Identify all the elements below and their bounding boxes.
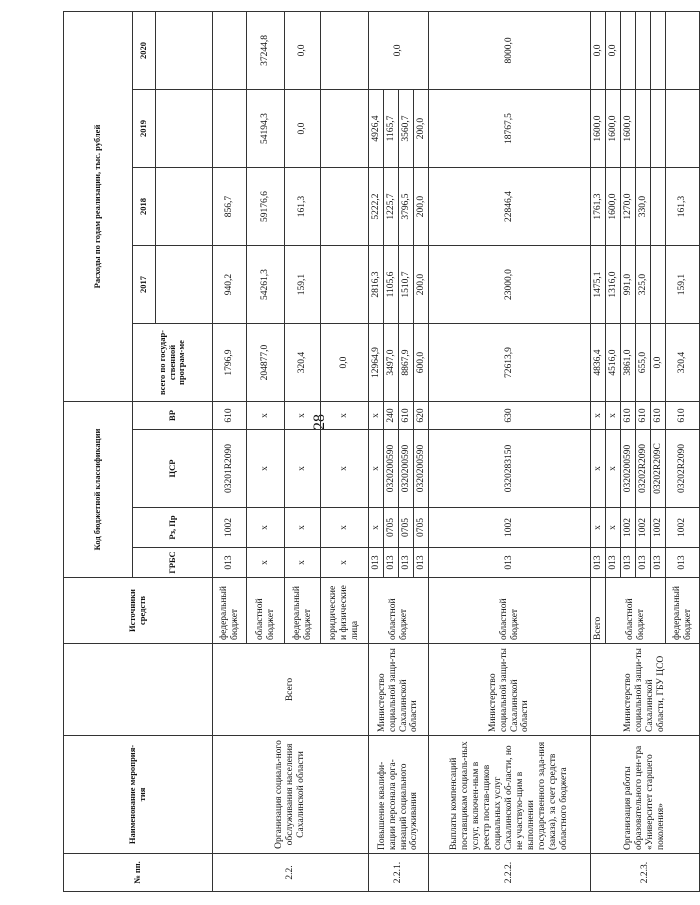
header-total: всего по государ-ственной програм-ме <box>133 324 213 402</box>
cell-2017: 200,0 <box>414 246 429 324</box>
cell-2020 <box>321 11 369 89</box>
cell-2019 <box>651 90 666 168</box>
cell-2020 <box>213 11 247 89</box>
cell-rzpr: 0705 <box>414 508 429 548</box>
cell-rzpr: 0705 <box>399 508 414 548</box>
executor: Всего <box>213 644 369 736</box>
source: федеральный бюджет <box>213 578 247 644</box>
cell-2018: 856,7 <box>213 168 247 246</box>
cell-grbs: х <box>247 548 285 578</box>
cell-2019 <box>321 90 369 168</box>
row-number: 2.2. <box>213 854 369 892</box>
cell-2018: 330,0 <box>636 168 651 246</box>
cell-rzpr: х <box>369 508 384 548</box>
activity-name: Выплаты компенсаций поставщикам социаль-ных услуг, включен-ным в реестр постав-щиков социальных услуг Сахалинской об-ласти, но не участвую-щим в выполнении государственного зада-ния (заказа), за счет средств областного бюджета <box>429 736 591 854</box>
cell-csr: х <box>606 430 621 508</box>
cell-csr: 0320200590 <box>384 430 399 508</box>
cell-grbs: 013 <box>636 548 651 578</box>
cell-2018: 5222,2 <box>369 168 384 246</box>
cell-2018: 200,0 <box>414 168 429 246</box>
cell-2019: 18767,5 <box>429 90 591 168</box>
cell-total: 4836,4 <box>591 324 606 402</box>
cell-total: 320,4 <box>666 324 700 402</box>
rotated-table-wrapper <box>63 12 693 892</box>
cell-vr: 620 <box>414 402 429 430</box>
cell-total: 204877,0 <box>247 324 285 402</box>
cell-grbs: 013 <box>621 548 636 578</box>
cell-2017: 23000,0 <box>429 246 591 324</box>
row-number: 2.2.3. <box>591 854 700 892</box>
cell-2017: 1510,7 <box>399 246 414 324</box>
cell-2017: 1316,0 <box>606 246 621 324</box>
cell-2017: 1105,6 <box>384 246 399 324</box>
cell-2017: 940,2 <box>213 246 247 324</box>
cell-vr: 630 <box>429 402 591 430</box>
cell-vr: 610 <box>399 402 414 430</box>
cell-total: 72613,9 <box>429 324 591 402</box>
cell-rzpr: 1002 <box>651 508 666 548</box>
cell-total: 1796,9 <box>213 324 247 402</box>
cell-csr: 03202R2090 <box>666 430 700 508</box>
cell-csr: х <box>285 430 321 508</box>
cell-2020: 0,0 <box>606 11 621 89</box>
cell-total: 320,4 <box>285 324 321 402</box>
cell-csr: 03201R2090 <box>213 430 247 508</box>
cell-csr: 03202R2090 <box>636 430 651 508</box>
header-spacer <box>156 11 213 89</box>
header-vr: ВР <box>133 402 213 430</box>
source: юридические и физические лица <box>321 578 369 644</box>
cell-grbs: 013 <box>666 548 700 578</box>
header-year-2017: 2017 <box>133 246 156 324</box>
cell-2020 <box>651 11 666 89</box>
cell-rzpr: х <box>285 508 321 548</box>
cell-2018 <box>321 168 369 246</box>
cell-2019 <box>213 90 247 168</box>
executor: Министерство социальной защи-ты Сахалинской области, ГБУ ЦСО <box>591 644 700 736</box>
cell-2019 <box>666 90 700 168</box>
header-grbs: ГРБС <box>133 548 213 578</box>
cell-2019: 0,0 <box>285 90 321 168</box>
cell-total: 3497,0 <box>384 324 399 402</box>
cell-2019: 1600,0 <box>621 90 636 168</box>
cell-2018: 1270,0 <box>621 168 636 246</box>
cell-csr: 0320200590 <box>399 430 414 508</box>
source: областной бюджет <box>606 578 666 644</box>
source: федеральный бюджет <box>285 578 321 644</box>
cell-2018: 161,3 <box>666 168 700 246</box>
cell-2019 <box>636 90 651 168</box>
table-row <box>369 11 384 891</box>
cell-2018: 161,3 <box>285 168 321 246</box>
cell-total: 0,0 <box>321 324 369 402</box>
cell-2017: 159,1 <box>666 246 700 324</box>
source: областной бюджет <box>247 578 285 644</box>
cell-grbs: 013 <box>369 548 384 578</box>
header-year-2019: 2019 <box>133 90 156 168</box>
cell-vr: х <box>321 402 369 430</box>
cell-2020 <box>666 11 700 89</box>
cell-total: 0,0 <box>651 324 666 402</box>
cell-2018: 1761,3 <box>591 168 606 246</box>
cell-2019: 1600,0 <box>591 90 606 168</box>
source: областной бюджет <box>369 578 429 644</box>
cell-rzpr: 1002 <box>666 508 700 548</box>
cell-2017: 1475,1 <box>591 246 606 324</box>
source: областной бюджет <box>429 578 591 644</box>
table-row <box>591 11 606 891</box>
cell-grbs: х <box>321 548 369 578</box>
cell-2018: 1225,7 <box>384 168 399 246</box>
cell-vr: 610 <box>666 402 700 430</box>
cell-csr: х <box>247 430 285 508</box>
cell-2017: 325,0 <box>636 246 651 324</box>
cell-csr: х <box>321 430 369 508</box>
activity-name: Организация социаль-ного обслуживания населения Сахалинской области <box>213 736 369 854</box>
cell-vr: х <box>606 402 621 430</box>
cell-2018: 59176,6 <box>247 168 285 246</box>
activity-name: Организация работы образовательного цен-тра «Университет старшего поколения» <box>591 736 700 854</box>
cell-total: 8867,9 <box>399 324 414 402</box>
header-budget-classification: Код бюджетной классификации <box>64 402 133 578</box>
cell-2017: 2816,3 <box>369 246 384 324</box>
activity-name: Повышение квалифи-кации персонала орга-низаций социального обслуживания <box>369 736 429 854</box>
cell-2019: 200,0 <box>414 90 429 168</box>
cell-2020: 37244,8 <box>247 11 285 89</box>
cell-grbs: 013 <box>606 548 621 578</box>
cell-csr: 03202R209C <box>651 430 666 508</box>
cell-csr: 0320200590 <box>621 430 636 508</box>
cell-csr: 0320200590 <box>414 430 429 508</box>
source: Всего <box>591 578 606 644</box>
header-year-2020: 2020 <box>133 11 156 89</box>
cell-2020: 0,0 <box>591 11 606 89</box>
cell-grbs: х <box>285 548 321 578</box>
cell-total: 655,0 <box>636 324 651 402</box>
cell-2020: 0,0 <box>369 11 429 89</box>
executor: Министерство социальной защи-ты Сахалинской области <box>429 644 591 736</box>
cell-rzpr: х <box>321 508 369 548</box>
cell-2017: 159,1 <box>285 246 321 324</box>
page-number: 28 <box>311 414 328 430</box>
cell-grbs: 013 <box>414 548 429 578</box>
cell-csr: х <box>369 430 384 508</box>
cell-vr: 240 <box>384 402 399 430</box>
header-spacer <box>156 168 213 246</box>
cell-2019: 4926,4 <box>369 90 384 168</box>
cell-vr: х <box>285 402 321 430</box>
source: федеральный бюджет <box>666 578 700 644</box>
cell-grbs: 013 <box>384 548 399 578</box>
header-num: № пп. <box>64 854 213 892</box>
cell-grbs: 013 <box>429 548 591 578</box>
cell-2018: 22846,4 <box>429 168 591 246</box>
header-source: Источники средств <box>64 578 213 644</box>
cell-rzpr: 1002 <box>429 508 591 548</box>
cell-vr: 610 <box>621 402 636 430</box>
cell-vr: х <box>369 402 384 430</box>
header-spacer <box>156 246 213 324</box>
cell-2019: 54194,3 <box>247 90 285 168</box>
header-rzpr: Рз, Пр <box>133 508 213 548</box>
cell-2020: 8000,0 <box>429 11 591 89</box>
cell-csr: 0320283150 <box>429 430 591 508</box>
cell-2018: 3796,5 <box>399 168 414 246</box>
cell-vr: х <box>247 402 285 430</box>
cell-2018: 1600,0 <box>606 168 621 246</box>
header-expenses: Расходы по годам реализации, тыс. рублей <box>64 11 133 401</box>
cell-2018 <box>651 168 666 246</box>
cell-2019: 3560,7 <box>399 90 414 168</box>
cell-total: 3861,0 <box>621 324 636 402</box>
cell-grbs: 013 <box>399 548 414 578</box>
cell-2019: 1165,7 <box>384 90 399 168</box>
cell-rzpr: 1002 <box>636 508 651 548</box>
cell-rzpr: х <box>591 508 606 548</box>
header-name: Наименование мероприя-тия <box>64 736 213 854</box>
cell-2020: 0,0 <box>285 11 321 89</box>
cell-2017 <box>321 246 369 324</box>
header-csr: ЦСР <box>133 430 213 508</box>
cell-csr: х <box>591 430 606 508</box>
row-number: 2.2.2. <box>429 854 591 892</box>
executor: Министерство социальной защи-ты Сахалинской области <box>369 644 429 736</box>
cell-grbs: 013 <box>651 548 666 578</box>
cell-2017 <box>651 246 666 324</box>
cell-2020 <box>636 11 651 89</box>
cell-vr: 610 <box>636 402 651 430</box>
table-row <box>213 11 247 891</box>
cell-vr: 610 <box>213 402 247 430</box>
cell-2019: 1600,0 <box>606 90 621 168</box>
cell-2017: 991,0 <box>621 246 636 324</box>
cell-rzpr: х <box>247 508 285 548</box>
table-row <box>429 11 591 891</box>
cell-2017: 54261,3 <box>247 246 285 324</box>
cell-total: 12964,9 <box>369 324 384 402</box>
cell-rzpr: 0705 <box>384 508 399 548</box>
cell-rzpr: х <box>606 508 621 548</box>
cell-rzpr: 1002 <box>213 508 247 548</box>
cell-rzpr: 1002 <box>621 508 636 548</box>
header-executor <box>64 644 213 736</box>
cell-vr: 610 <box>651 402 666 430</box>
header-spacer <box>156 90 213 168</box>
budget-table <box>63 11 700 892</box>
cell-total: 600,0 <box>414 324 429 402</box>
cell-2020 <box>621 11 636 89</box>
cell-grbs: 013 <box>213 548 247 578</box>
cell-total: 4516,0 <box>606 324 621 402</box>
cell-grbs: 013 <box>591 548 606 578</box>
cell-vr: х <box>591 402 606 430</box>
header-year-2018: 2018 <box>133 168 156 246</box>
row-number: 2.2.1. <box>369 854 429 892</box>
